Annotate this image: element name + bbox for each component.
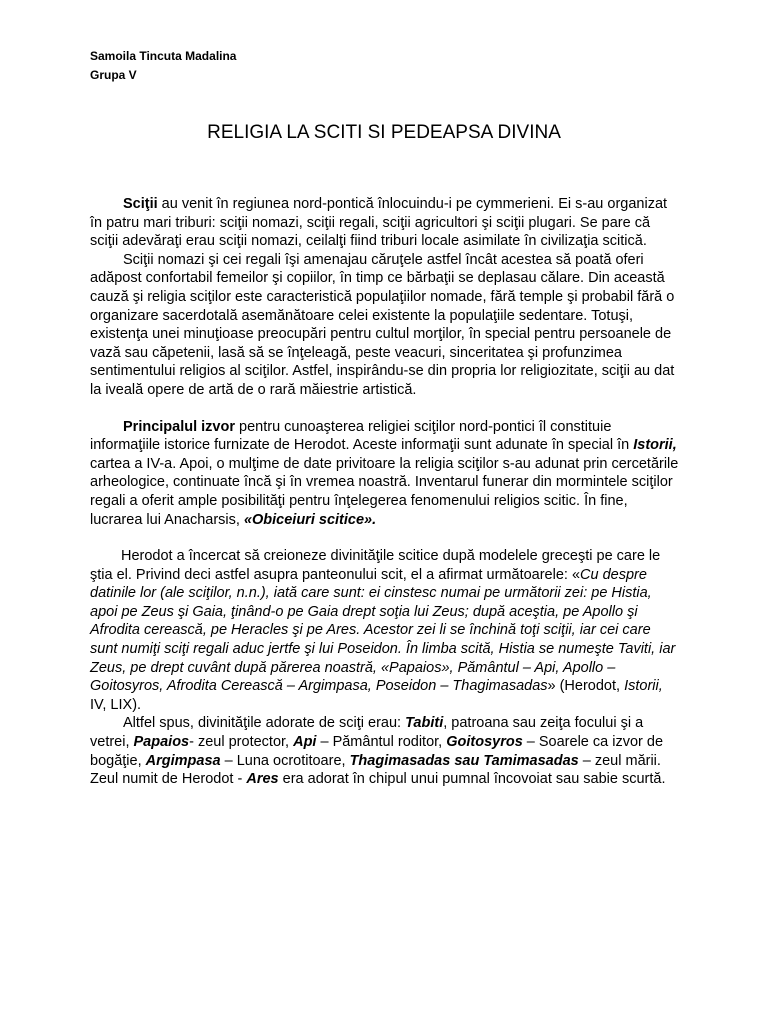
paragraph-5: Altfel spus, divinităţile adorate de sciţi erau: Tabiti, patroana sau zeiţa focului şi a vetrei, Papaios- zeul protector, Api – Pământul roditor, Goitosyros – Soarele ca izvor de bogăţie, Argimpasa – Luna ocrotitoare, Thagimasadas sau Tamimasadas – zeul mării. Zeul numit de Herodot - Ares era adorat în chipul unui pumnal încovoiat sau sabie scurtă. xyxy=(90,715,666,788)
deity-papaios: Papaios xyxy=(133,734,190,751)
term-scitii: Sciţii xyxy=(123,196,158,212)
deity-ares: Ares xyxy=(246,771,279,788)
paragraph-1: Sciţii au venit în regiunea nord-pontică înlocuindu-i pe cymmerieni. Ei s-au organizat în patru mari triburi: sciţii nomazi, sciţii regali, sciţii agricultori şi sciţii plugari. Se pare că sciţii adevăraţi erau sciţii nomazi, ceilalţi fiind triburi locale asimilate în civilizaţia scitică. xyxy=(90,196,668,250)
author-block xyxy=(90,47,236,85)
document-title: RELIGIA LA SCITI SI PEDEAPSA DIVINA xyxy=(207,122,561,143)
paragraph-2: Sciţii nomazi şi cei regali îşi amenajau căruţele astfel încât acestea să poată oferi adăpost confortabil femeilor şi copiilor, în timp ce bărbaţii se deplasau călare. Din această cauză şi religia sciţilor este caracteristică populaţiilor nomade, fără temple şi probabil fără o organizare sacerdotală asemănătoare celei existente la populaţiile sedentare. Totuşi, existenţa unei minuţioase preocupări pentru cultul morţilor, în special pentru persoanele de vază sau căpetenii, lasă să se înţeleagă, peste veacuri, sinceritatea şi profunzimea sentimentului religios al sciţilor. Astfel, inspirându-se din propria lor religiozitate, sciţii au dat la iveală opere de artă de o rară măiestrie artistică. xyxy=(90,251,675,398)
term-istorii: Istorii, xyxy=(633,437,677,454)
herodot-quote: Cu despre datinile lor (ale sciţilor, n.n.), iată care sunt: ei cinstesc numai pe următorii zei: pe Histia, apoi pe Zeus şi Gaia, ţinând-o pe Gaia drept soţia lui Zeus; după aceştia, pe Apollo şi Afrodita cerească, pe Heracles şi pe Ares. Acestor zei li se închină toţi sciţii, iar cei care sunt numiţi sciţi regali aduc jertfe şi lui Poseidon. În limba scită, Histia se numeşte Taviti, iar Zeus, pe drept cuvânt după părerea noastră, «Papaios», Pământul – Api, Apollo – Goitosyros, Afrodita Cerească – Argimpasa, Poseidon – Thagimasadas xyxy=(90,566,676,695)
deity-api: Api xyxy=(293,734,317,751)
term-principalul-izvor: Principalul izvor xyxy=(123,418,235,435)
paragraph-3: Principalul izvor pentru cunoaşterea religiei sciţilor nord-pontici îl constituie informaţiile istorice furnizate de Herodot. Aceste informaţii sunt adunate în special în Istorii, cartea a IV-a. Apoi, o mulţime de date privitoare la religia sciţilor s-au adunat prin cercetările arheologice, continuate încă şi în vremea noastră. Inventarul funerar din mormintele sciţilor regali a oferit ample posibilităţi pentru înţelegerea fenomenului religios scitic. În fine, lucrarea lui Anacharsis, «Obiceiuri scitice». xyxy=(90,418,679,528)
deity-tabiti: Tabiti xyxy=(405,715,444,732)
deity-thagimasadas: Thagimasadas sau Tamimasadas xyxy=(349,752,579,769)
author-group: Grupa V xyxy=(90,68,137,82)
deity-goitosyros: Goitosyros xyxy=(446,734,523,751)
document-body xyxy=(90,195,680,789)
paragraph-4: Herodot a încercat să creioneze divinităţile scitice după modelele greceşti pe care le ştia el. Privind deci astfel asupra panteonului scit, el a afirmat următoarele: «Cu despre datinile lor (ale sciţilor, n.n.), iată care sunt: ei cinstesc numai pe următorii zei: pe Histia, apoi pe Zeus şi Gaia, ţinând-o pe Gaia drept soţia lui Zeus; după aceştia, pe Apollo şi Afrodita cerească, pe Heracles şi pe Ares. Acestor zei li se închină toţi sciţii, iar cei care sunt numiţi sciţi regali aduc jertfe şi lui Poseidon. În limba scită, Histia se numeşte Taviti, iar Zeus, pe drept cuvânt după părerea noastră, «Papaios», Pământul – Api, Apollo – Goitosyros, Afrodita Cerească – Argimpasa, Poseidon – Thagimasadas» (Herodot, Istorii, IV, LIX). xyxy=(90,548,676,713)
author-name: Samoila Tincuta Madalina xyxy=(90,49,237,63)
deity-argimpasa: Argimpasa xyxy=(145,752,221,769)
term-obiceiuri-scitice: «Obiceiuri scitice». xyxy=(243,511,377,528)
